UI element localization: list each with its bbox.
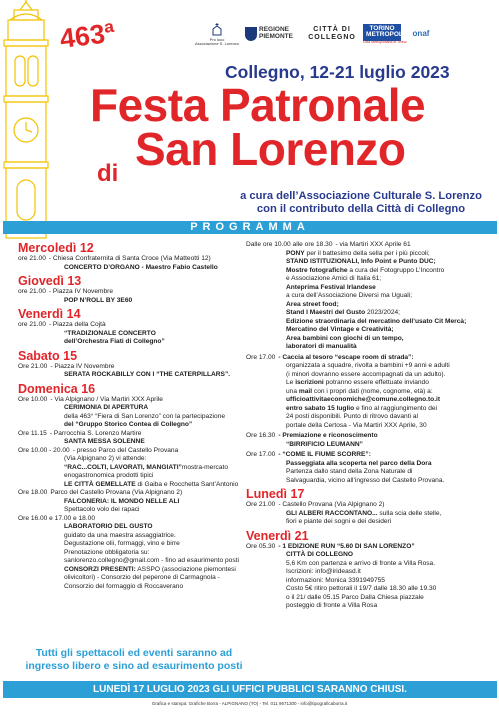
day-heading: Domenica 16	[18, 381, 96, 396]
event-text-part: di Gaiba e Rocchetta Sant’Antonio	[137, 480, 239, 488]
logo-assoc-small: Pro loco	[209, 36, 225, 42]
event-place: - “COME IL FIUME SCORRE”:	[278, 451, 371, 458]
event-place: - presso Parco del Castello Provana	[72, 446, 179, 454]
event-place: Parco del Castello Provana (Via Alpignano 2)	[50, 489, 183, 496]
event-place: - Via Alpignano / Via Martiri XXX Aprile	[50, 395, 163, 403]
day-heading: Sabato 15	[18, 348, 78, 363]
title-line2: San Lorenzo	[135, 123, 406, 175]
event-time: Ore 17.00	[246, 353, 276, 361]
logo-citta-collegno	[307, 26, 357, 41]
event-title: Area bambini con giochi di un tempo,	[286, 334, 404, 342]
booking-email[interactable]: sanlorenzo.collegno@gmail.com - fino ad esaurimento posti	[64, 557, 239, 564]
event-text: Consorzio del formaggio di Roccaverano	[64, 582, 184, 590]
logo-onaf	[413, 30, 430, 39]
closure-banner: LUNEDÌ 17 LUGLIO 2023 GLI UFFICI PUBBLICI SARANNO CHIUSI.	[3, 681, 497, 698]
logo-associazione	[195, 22, 239, 47]
event-title: dell’Orchestra Fiati di Collegno”	[64, 338, 165, 345]
program-left-column	[18, 239, 250, 591]
event-dates: Collegno, 12-21 luglio 2023	[225, 62, 450, 82]
event-text: olivicoltori) - Consorzio del peperone di Carmagnola -	[64, 574, 220, 581]
day-heading: Venerdì 14	[18, 307, 81, 321]
event-item	[246, 432, 494, 441]
event-text: Salvaguardia, vicino all’ingresso del Castello Provana.	[286, 476, 445, 484]
event-time: Ore 18.00	[18, 489, 48, 496]
event-place: - Piazza IV Novembre	[50, 362, 115, 370]
event-text: posteggio di fronte a Villa Rosa	[286, 602, 378, 609]
event-highlight: Mostre fotografiche	[286, 266, 348, 274]
event-highlight: CONSORZI PRESENTI:	[64, 565, 136, 573]
event-highlight: mail	[298, 387, 313, 395]
event-time: Dalle ore 10.00 alle ore 18.30	[246, 241, 333, 248]
event-text: informazioni: Monica 3391949755	[286, 576, 385, 584]
note-line2: ingresso libero e sino ad esaurimento posti	[25, 659, 243, 672]
event-text	[246, 267, 494, 276]
event-highlight: Stand I Maestri del Gusto	[286, 309, 366, 316]
day-heading: Giovedì 13	[18, 274, 82, 288]
event-text: della 463° “Fiera di San Lorenzo” con la partecipazione	[64, 412, 225, 420]
event-text: portale della Certosa - Via Martiri XXX Aprile, 30	[286, 421, 427, 429]
event-text: 24 posti disponibili. Punto di ritrovo davanti al	[286, 413, 418, 420]
event-text-part: Le	[286, 379, 294, 386]
event-text: Prenotazione obbligatoria su:	[64, 548, 150, 556]
event-item	[18, 447, 250, 456]
event-text	[246, 405, 494, 414]
event-time: Ore 10.00	[18, 395, 48, 403]
event-title: Mercatino del Vintage e Creatività;	[286, 326, 394, 333]
event-item	[18, 430, 250, 439]
event-text	[246, 250, 494, 259]
event-text: (Via Alpignano 2) vi attende:	[64, 455, 147, 462]
sponsor-logos	[195, 18, 495, 50]
event-title: CONCERTO D’ORGANO - Maestro Fabio Castello	[64, 263, 218, 271]
event-title: Edizione straordinaria del mercatino dell’usato Cit Mercà;	[286, 317, 467, 325]
event-highlight: iscrizioni	[295, 379, 324, 386]
event-title: POP N’ROLL BY 3E60	[64, 296, 133, 304]
event-title: Passeggiata alla scoperta nel parco della Dora	[286, 459, 432, 467]
event-text-part: con i propri dati (nome, cognome, età) a:	[313, 387, 433, 395]
logo-assoc-name: Associazione S. Lorenzo	[195, 41, 240, 47]
program-columns	[0, 239, 499, 679]
event-place: - 1 EDIZIONE RUN “5.60 DI SAN LORENZO”	[278, 542, 415, 550]
event-text: enogastronomica prodotti tipici	[64, 472, 154, 479]
event-text	[246, 388, 494, 397]
event-time: Ore 16.30	[246, 432, 276, 439]
day-heading: Venerdì 21	[246, 528, 309, 543]
event-text	[18, 566, 250, 575]
event-text: guidato da una maestra assaggiatrice.	[64, 531, 176, 539]
day-heading: Lunedì 17	[246, 487, 305, 501]
event-title: SANTA MESSA SOLENNE	[64, 438, 145, 445]
program-right-column	[246, 239, 494, 611]
logo-onaf-text: onaf	[412, 28, 430, 38]
event-title: CITTÀ DI COLLEGNO	[286, 551, 354, 558]
registration-email[interactable]: ufficioattivitaeconomiche@comune.collegno.to.it	[286, 396, 441, 403]
event-text: Degustazione olii, formaggi, vino e birre	[64, 540, 180, 547]
event-item	[18, 363, 250, 372]
event-text: organizzata a squadre, rivolta a bambini +9 anni e adulti	[286, 362, 450, 369]
event-item	[18, 489, 250, 498]
logo-regione-text: REGIONE PIEMONTE	[259, 26, 293, 40]
event-title: SERATA ROCKABILLY CON I “THE CATERPILLARS”.	[64, 371, 231, 378]
organizer-line2: con il contributo della Città di Collegno	[256, 203, 466, 215]
programma-banner: PROGRAMMA	[3, 221, 497, 234]
event-place: - Piazza IV Novembre	[48, 288, 114, 295]
event-text-part: sulla scia delle stelle,	[379, 509, 442, 517]
event-time: Ore 16.00 e 17.00 e 18.00	[18, 514, 95, 522]
event-text-part: potranno essere effettuate inviando	[325, 379, 429, 386]
event-title: Area street food;	[286, 300, 339, 308]
event-title: “BIRRIFICIO LEUMANN”	[286, 440, 363, 448]
event-place: - Chiesa Confraternita di Santa Croce (Via Matteotti 12)	[48, 255, 211, 262]
event-place: - via Martiri XXX Aprile 61	[335, 241, 411, 248]
event-place: - Castello Provana (Via Alpignano 2)	[278, 501, 385, 508]
event-highlight: “RAC...COLTI, LAVORATI, MANGIATI”	[64, 463, 182, 471]
event-item	[18, 396, 250, 405]
event-text-part: a cura del Fotogruppo L’Incontro	[349, 266, 445, 274]
event-text	[18, 481, 250, 490]
event-text: del “Gruppo Storico Contea di Collegno”	[64, 421, 193, 428]
event-time: Ore 17.00	[246, 451, 276, 458]
edition-number: 463ª	[58, 17, 117, 55]
event-title: Anteprima Festival Irlandese	[286, 283, 376, 291]
event-time: ore 21.00	[18, 321, 46, 328]
event-item	[18, 288, 250, 297]
event-title: CERIMONIA DI APERTURA	[64, 404, 149, 411]
event-text	[246, 309, 494, 318]
event-text: Costo 5€ ritiro pettorali il 19/7 dalle 18.30 alle 19.30	[286, 585, 437, 592]
event-text: Iscrizioni: info@irideasd.it	[286, 568, 361, 575]
bell-tower-illustration	[0, 0, 60, 240]
event-place: - Premiazione e riconoscimento	[278, 432, 378, 439]
event-text-part: 2023/2024;	[366, 309, 400, 316]
event-text: o il 21/ dalle 05.15 Parco Dalla Chiesa piazzale	[286, 593, 424, 601]
event-item	[246, 354, 494, 363]
event-highlight: GLI ALBERI RACCONTANO...	[286, 509, 378, 517]
event-text-part: e fino al raggiungimento dei	[356, 404, 438, 412]
event-title: STAND ISTITUZIONALI, Info Point e Punto DUC;	[286, 258, 436, 265]
event-text: (i minori dovranno essere accompagnati da un adulto).	[286, 370, 446, 378]
event-item	[246, 501, 494, 510]
event-time: ore 21.00	[18, 255, 46, 262]
title-line1: Festa Patronale	[90, 79, 426, 131]
event-time: Ore 05.30	[246, 542, 276, 550]
title-di: di	[97, 160, 119, 187]
event-place: - Piazza della Cojtà	[48, 321, 106, 328]
event-item	[18, 321, 250, 330]
event-title: “TRADIZIONALE CONCERTO	[64, 329, 156, 337]
event-item	[18, 515, 250, 524]
event-place: - Parrocchia S. Lorenzo Martire	[49, 429, 142, 437]
logo-collegno-text: CITTÀ DI COLLEGNO	[308, 26, 356, 41]
print-credit: Grafica e stampa: Grafiche Borra - ALPIGNANO (TO) - Tel. 011 9671300 - info@tipograficaborra.it	[151, 701, 348, 706]
event-time: Ore 10.00 - 20.00	[18, 446, 70, 454]
event-title: FALCONERIA: IL MONDO NELLE ALI	[64, 497, 180, 505]
event-text-part: una	[286, 387, 298, 395]
event-time: Ore 21.00	[246, 501, 276, 508]
event-text-part: ASSPO (associazione piemontesi	[137, 565, 236, 573]
event-time: ore 21.00	[18, 288, 46, 295]
day-heading: Mercoledì 12	[18, 241, 94, 255]
logo-torino-sub: Città Metropolitana di Torino	[363, 39, 407, 44]
regione-emblem-icon	[245, 27, 257, 41]
event-text-part: mostra-mercato	[181, 463, 228, 471]
free-entry-note	[18, 647, 250, 672]
church-icon	[210, 22, 224, 36]
event-text	[246, 510, 494, 519]
event-text: fiori e piante dei sogni e dei desideri	[286, 518, 392, 525]
event-item	[246, 241, 494, 250]
event-highlight: PONY	[286, 249, 305, 257]
event-item	[18, 255, 250, 264]
note-line1: Tutti gli spettacoli ed eventi saranno ad	[35, 647, 233, 659]
event-text	[246, 379, 494, 388]
organizer	[226, 190, 496, 216]
event-text: 5,6 Km con partenza e arrivo di fronte a Villa Rosa.	[286, 559, 436, 567]
event-text	[18, 464, 250, 473]
logo-torino-metropoli	[363, 24, 407, 45]
event-item	[246, 543, 494, 552]
event-text: Spettacolo volo dei rapaci	[64, 506, 140, 513]
event-item	[246, 451, 494, 460]
organizer-line1: a cura dell’Associazione Culturale S. Lorenzo	[240, 190, 482, 202]
event-text: Partenza dallo stand della Zona Naturale di	[286, 468, 413, 475]
event-time: Ore 21.00	[18, 362, 48, 370]
event-highlight: entro sabato 15 luglio	[286, 404, 355, 412]
event-place: - Caccia al tesoro “escape room di strada”:	[278, 353, 414, 361]
event-title: laboratori di manualità	[286, 343, 357, 350]
event-text-part: per il battesimo della sella per i più piccoli;	[306, 249, 430, 257]
event-title: LABORATORIO DEL GUSTO	[64, 523, 153, 530]
logo-torino-text: TORINO METROPOLI	[363, 24, 401, 41]
event-time: Ore 11.15	[18, 429, 47, 437]
event-text: a cura dell’Associazione Diversi ma Uguali;	[286, 292, 413, 299]
event-highlight: LE CITTÀ GEMELLATE	[64, 480, 136, 488]
logo-regione-piemonte	[245, 27, 301, 41]
event-text: e Associazione Amici di Italia 61;	[286, 275, 382, 282]
